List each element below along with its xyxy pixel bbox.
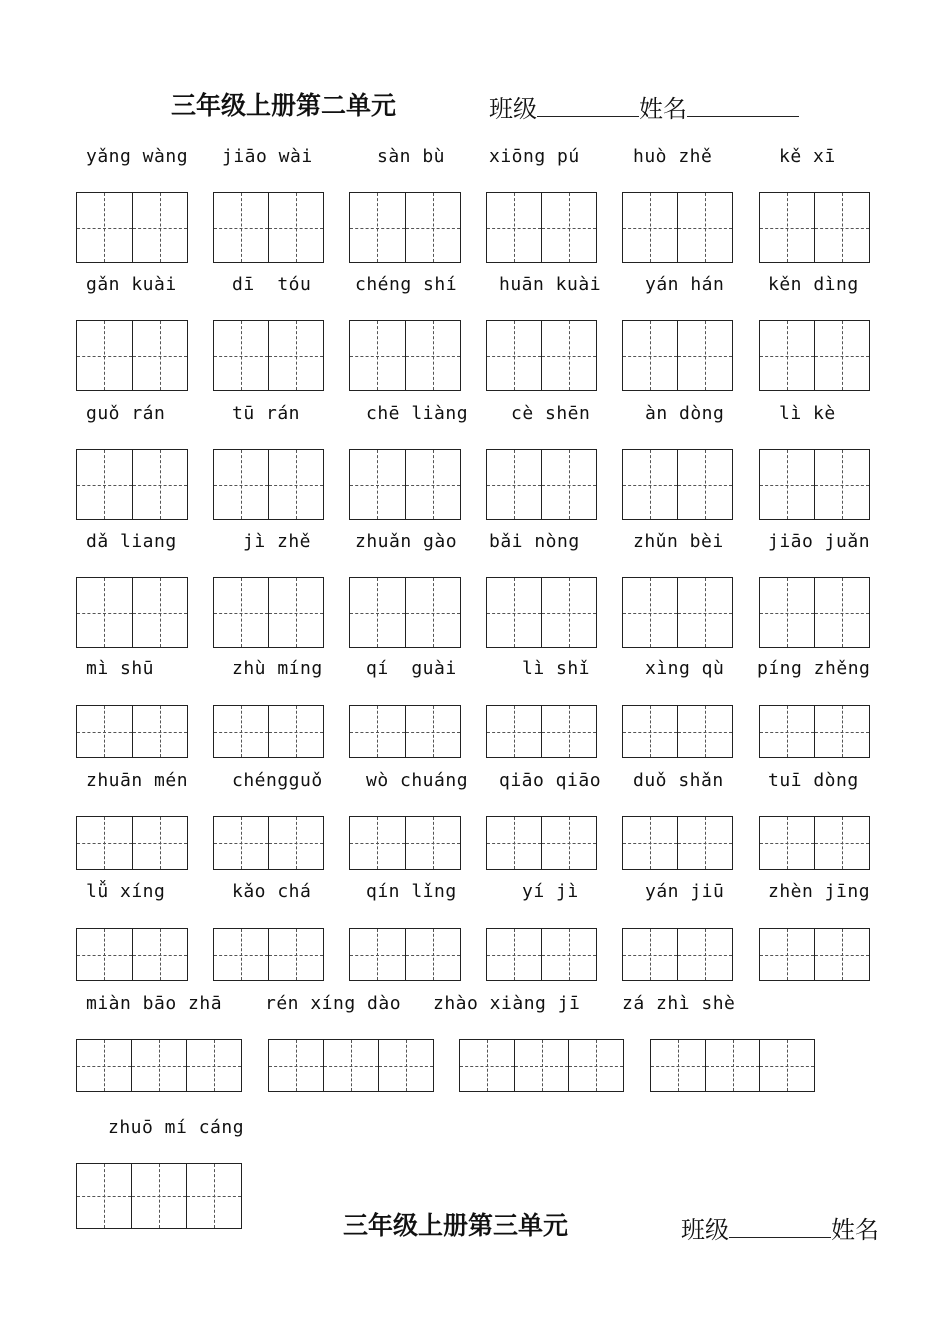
pinyin-label: xìng qù <box>645 658 725 679</box>
writing-cell[interactable] <box>214 929 268 980</box>
pinyin-label: rén xíng dào <box>265 993 402 1014</box>
next-class-name-line <box>681 1210 879 1245</box>
writing-grid[interactable] <box>76 192 188 263</box>
writing-grid[interactable] <box>759 705 870 758</box>
writing-cell[interactable] <box>269 1040 323 1091</box>
pinyin-label: huān kuài <box>499 274 602 295</box>
pinyin-label: qí guài <box>366 658 457 679</box>
pinyin-label: chéng shí <box>355 274 458 295</box>
pinyin-label: tū rán <box>232 403 301 424</box>
writing-cell[interactable] <box>77 193 132 262</box>
writing-cell[interactable] <box>405 578 461 647</box>
writing-cell[interactable] <box>487 450 541 519</box>
writing-grid[interactable] <box>76 1039 242 1092</box>
writing-grid[interactable] <box>622 577 733 648</box>
pinyin-label: kěn dìng <box>768 274 859 295</box>
class-label: 班级 <box>489 95 537 123</box>
writing-grid[interactable] <box>213 449 324 520</box>
writing-cell[interactable] <box>651 1040 705 1091</box>
pinyin-label: zhèn jīng <box>768 881 871 902</box>
writing-grid[interactable] <box>486 816 597 870</box>
writing-cell[interactable] <box>132 450 188 519</box>
writing-grid[interactable] <box>486 449 597 520</box>
writing-cell[interactable] <box>77 706 132 757</box>
writing-cell[interactable] <box>460 1040 514 1091</box>
pinyin-label: píng zhěng <box>757 658 871 679</box>
pinyin-label: chē liàng <box>366 403 469 424</box>
pinyin-label: lǚ xíng <box>86 881 166 902</box>
writing-cell[interactable] <box>677 578 732 647</box>
writing-cell[interactable] <box>214 706 268 757</box>
writing-cell[interactable] <box>760 193 814 262</box>
writing-cell[interactable] <box>77 1040 131 1091</box>
writing-cell[interactable] <box>487 578 541 647</box>
writing-cell[interactable] <box>405 817 461 869</box>
writing-cell[interactable] <box>705 1040 760 1091</box>
writing-grid[interactable] <box>76 928 188 981</box>
pinyin-label: dǎ liang <box>86 531 177 552</box>
writing-cell[interactable] <box>350 321 405 390</box>
pinyin-label: yán jiū <box>645 881 725 902</box>
page-title: 三年级上册第二单元 <box>171 91 397 120</box>
writing-cell[interactable] <box>214 193 268 262</box>
writing-cell[interactable] <box>132 578 188 647</box>
writing-grid[interactable] <box>349 192 461 263</box>
writing-cell[interactable] <box>132 193 188 262</box>
writing-cell[interactable] <box>131 1164 186 1228</box>
writing-cell[interactable] <box>268 450 323 519</box>
pinyin-label: guǒ rán <box>86 403 166 424</box>
pinyin-label: zhào xiàng jī <box>433 993 581 1014</box>
writing-cell[interactable] <box>623 706 677 757</box>
writing-cell[interactable] <box>132 929 188 980</box>
writing-cell[interactable] <box>77 578 132 647</box>
pinyin-label: chéngguǒ <box>232 770 323 791</box>
pinyin-label: mì shū <box>86 658 155 679</box>
name-label: 姓名 <box>639 95 687 123</box>
writing-cell[interactable] <box>487 817 541 869</box>
pinyin-label: sàn bù <box>377 146 446 167</box>
writing-cell[interactable] <box>268 817 323 869</box>
writing-cell[interactable] <box>323 1040 378 1091</box>
writing-cell[interactable] <box>132 706 188 757</box>
writing-grid[interactable] <box>759 816 870 870</box>
writing-grid[interactable] <box>759 192 870 263</box>
pinyin-label: xiōng pú <box>489 146 580 167</box>
pinyin-label: qiāo qiāo <box>499 770 602 791</box>
writing-cell[interactable] <box>814 817 869 869</box>
pinyin-label: tuī dòng <box>768 770 859 791</box>
pinyin-label: lì shǐ <box>522 658 591 679</box>
writing-grid[interactable] <box>759 320 870 391</box>
next-unit-title: 三年级上册第三单元 <box>343 1211 569 1240</box>
writing-cell[interactable] <box>378 1040 433 1091</box>
writing-cell[interactable] <box>623 450 677 519</box>
writing-cell[interactable] <box>350 817 405 869</box>
writing-grid[interactable] <box>622 192 733 263</box>
writing-cell[interactable] <box>814 706 869 757</box>
writing-cell[interactable] <box>760 929 814 980</box>
pinyin-label: jì zhě <box>243 531 312 552</box>
writing-grid[interactable] <box>213 816 324 870</box>
writing-cell[interactable] <box>268 578 323 647</box>
writing-grid[interactable] <box>213 577 324 648</box>
writing-grid[interactable] <box>486 928 597 981</box>
writing-cell[interactable] <box>350 706 405 757</box>
writing-cell[interactable] <box>514 1040 569 1091</box>
pinyin-label: kǎo chá <box>232 881 312 902</box>
writing-grid[interactable] <box>213 320 324 391</box>
writing-cell[interactable] <box>487 706 541 757</box>
writing-cell[interactable] <box>677 706 732 757</box>
writing-grid[interactable] <box>486 320 597 391</box>
writing-cell[interactable] <box>268 706 323 757</box>
pinyin-label: zhù míng <box>232 658 323 679</box>
writing-grid[interactable] <box>213 928 324 981</box>
pinyin-label: yí jì <box>522 881 579 902</box>
pinyin-label: gǎn kuài <box>86 274 177 295</box>
writing-cell[interactable] <box>405 929 461 980</box>
pinyin-label: miàn bāo zhā <box>86 993 223 1014</box>
writing-cell[interactable] <box>541 193 596 262</box>
writing-cell[interactable] <box>760 321 814 390</box>
writing-cell[interactable] <box>77 450 132 519</box>
writing-cell[interactable] <box>623 321 677 390</box>
writing-grid[interactable] <box>213 705 324 758</box>
writing-grid[interactable] <box>622 705 733 758</box>
writing-grid[interactable] <box>349 928 461 981</box>
writing-cell[interactable] <box>814 578 869 647</box>
pinyin-label: yǎng wàng <box>86 146 189 167</box>
writing-cell[interactable] <box>214 321 268 390</box>
class-name-line <box>489 89 799 124</box>
name-label: 姓名 <box>831 1216 879 1244</box>
writing-cell[interactable] <box>677 450 732 519</box>
writing-cell[interactable] <box>568 1040 623 1091</box>
class-blank[interactable] <box>729 1215 831 1238</box>
writing-cell[interactable] <box>541 817 596 869</box>
writing-cell[interactable] <box>623 929 677 980</box>
writing-grid[interactable] <box>759 449 870 520</box>
writing-cell[interactable] <box>541 578 596 647</box>
class-label: 班级 <box>681 1216 729 1244</box>
pinyin-label: jiāo wài <box>222 146 313 167</box>
writing-cell[interactable] <box>186 1164 241 1228</box>
writing-grid[interactable] <box>486 577 597 648</box>
writing-cell[interactable] <box>760 817 814 869</box>
writing-grid[interactable] <box>349 320 461 391</box>
writing-grid[interactable] <box>76 705 188 758</box>
writing-grid[interactable] <box>349 816 461 870</box>
writing-cell[interactable] <box>541 321 596 390</box>
writing-cell[interactable] <box>487 929 541 980</box>
name-blank[interactable] <box>687 94 799 117</box>
writing-cell[interactable] <box>759 1040 814 1091</box>
writing-grid[interactable] <box>76 816 188 870</box>
writing-grid[interactable] <box>622 928 733 981</box>
writing-grid[interactable] <box>622 816 733 870</box>
pinyin-label: zhǔn bèi <box>633 531 724 552</box>
writing-cell[interactable] <box>350 193 405 262</box>
writing-cell[interactable] <box>405 450 461 519</box>
writing-grid[interactable] <box>349 449 461 520</box>
writing-cell[interactable] <box>623 817 677 869</box>
pinyin-label: cè shēn <box>511 403 591 424</box>
writing-grid[interactable] <box>622 320 733 391</box>
writing-grid[interactable] <box>349 705 461 758</box>
writing-cell[interactable] <box>131 1040 186 1091</box>
writing-cell[interactable] <box>350 578 405 647</box>
writing-cell[interactable] <box>814 193 869 262</box>
writing-cell[interactable] <box>541 450 596 519</box>
writing-grid[interactable] <box>759 577 870 648</box>
writing-grid[interactable] <box>76 1163 242 1229</box>
pinyin-label: qín lǐng <box>366 881 457 902</box>
writing-grid[interactable] <box>459 1039 624 1092</box>
writing-cell[interactable] <box>77 1164 131 1228</box>
writing-cell[interactable] <box>677 193 732 262</box>
writing-cell[interactable] <box>814 321 869 390</box>
writing-cell[interactable] <box>77 929 132 980</box>
writing-grid[interactable] <box>213 192 324 263</box>
writing-cell[interactable] <box>77 817 132 869</box>
writing-cell[interactable] <box>350 450 405 519</box>
writing-cell[interactable] <box>677 321 732 390</box>
writing-cell[interactable] <box>268 321 323 390</box>
writing-cell[interactable] <box>132 321 188 390</box>
pinyin-label: lì kè <box>779 403 836 424</box>
writing-cell[interactable] <box>268 193 323 262</box>
writing-grid[interactable] <box>349 577 461 648</box>
writing-cell[interactable] <box>541 706 596 757</box>
writing-cell[interactable] <box>760 450 814 519</box>
pinyin-label: zá zhì shè <box>622 993 736 1014</box>
pinyin-label: dī tóu <box>232 274 312 295</box>
writing-cell[interactable] <box>814 450 869 519</box>
writing-cell[interactable] <box>350 929 405 980</box>
pinyin-label: duǒ shǎn <box>633 770 724 791</box>
class-blank[interactable] <box>537 94 639 117</box>
pinyin-label: zhuān mén <box>86 770 189 791</box>
pinyin-label: wò chuáng <box>366 770 469 791</box>
pinyin-label: zhuō mí cáng <box>108 1117 245 1138</box>
writing-cell[interactable] <box>487 193 541 262</box>
writing-grid[interactable] <box>76 577 188 648</box>
pinyin-label: yán hán <box>645 274 725 295</box>
writing-cell[interactable] <box>677 817 732 869</box>
writing-cell[interactable] <box>77 321 132 390</box>
writing-grid[interactable] <box>268 1039 434 1092</box>
writing-grid[interactable] <box>759 928 870 981</box>
writing-cell[interactable] <box>814 929 869 980</box>
writing-grid[interactable] <box>622 449 733 520</box>
writing-cell[interactable] <box>186 1040 241 1091</box>
writing-cell[interactable] <box>487 321 541 390</box>
writing-cell[interactable] <box>623 193 677 262</box>
writing-grid[interactable] <box>650 1039 815 1092</box>
writing-cell[interactable] <box>623 578 677 647</box>
writing-cell[interactable] <box>214 450 268 519</box>
writing-cell[interactable] <box>677 929 732 980</box>
writing-cell[interactable] <box>268 929 323 980</box>
writing-cell[interactable] <box>214 817 268 869</box>
writing-cell[interactable] <box>760 578 814 647</box>
pinyin-label: kě xī <box>779 146 836 167</box>
writing-cell[interactable] <box>405 193 461 262</box>
writing-cell[interactable] <box>405 321 461 390</box>
writing-cell[interactable] <box>760 706 814 757</box>
writing-grid[interactable] <box>76 320 188 391</box>
pinyin-label: bǎi nòng <box>489 531 580 552</box>
writing-grid[interactable] <box>486 705 597 758</box>
writing-cell[interactable] <box>214 578 268 647</box>
writing-grid[interactable] <box>76 449 188 520</box>
writing-cell[interactable] <box>405 706 461 757</box>
pinyin-label: zhuǎn gào <box>355 531 458 552</box>
pinyin-label: huò zhě <box>633 146 713 167</box>
writing-cell[interactable] <box>132 817 188 869</box>
pinyin-label: jiāo juǎn <box>768 531 871 552</box>
writing-cell[interactable] <box>541 929 596 980</box>
pinyin-label: àn dòng <box>645 403 725 424</box>
writing-grid[interactable] <box>486 192 597 263</box>
